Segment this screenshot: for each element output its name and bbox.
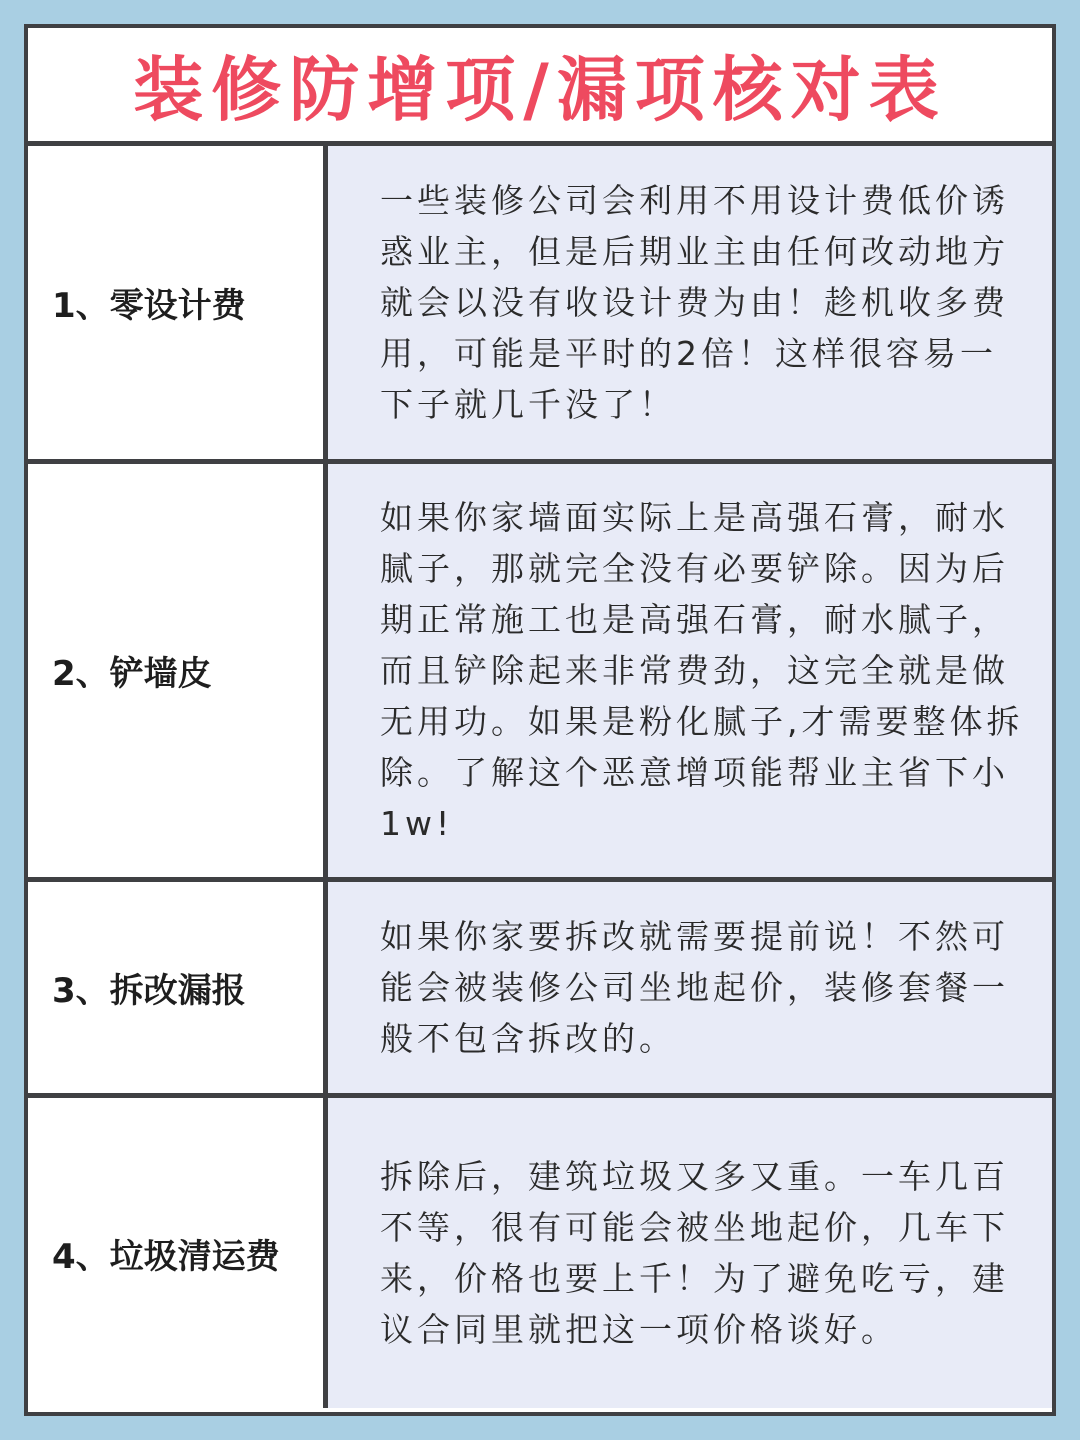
- row-description: 如果你家要拆改就需要提前说！不然可能会被装修公司坐地起价，装修套餐一般不包含拆改的。: [380, 917, 1009, 1058]
- row-content-cell: [328, 882, 1052, 1093]
- row-description: 如果你家墙面实际上是高强石膏，耐水腻子，那就完全没有必要铲除。因为后期正常施工也是高强石膏，耐水腻子，而且铲除起来非常费劲，这完全就是做无用功。如果是粉化腻子,才需要整体拆除。了解这个恶意增项能帮业主省下小1w!: [380, 498, 1024, 843]
- table-row: [28, 146, 1052, 464]
- row-label-cell: [28, 1098, 328, 1408]
- checklist-table: [24, 24, 1056, 1416]
- table-row: [28, 464, 1052, 882]
- row-content-cell: [328, 1098, 1052, 1408]
- row-description: 一些装修公司会利用不用设计费低价诱惑业主，但是后期业主由任何改动地方就会以没有收设计费为由！趁机收多费用，可能是平时的2倍！这样很容易一下子就几千没了！: [380, 181, 1009, 424]
- page-title: 装修防增项/漏项核对表: [133, 49, 947, 131]
- table-row: [28, 882, 1052, 1098]
- row-label: 4、垃圾清运费: [52, 1236, 280, 1277]
- row-content-cell: [328, 146, 1052, 459]
- row-label-cell: [28, 882, 328, 1093]
- row-label-cell: [28, 464, 328, 877]
- title-bar: [28, 28, 1052, 146]
- row-content-cell: [328, 464, 1052, 877]
- row-label: 1、零设计费: [52, 286, 246, 326]
- row-label-cell: [28, 146, 328, 459]
- row-label: 3、拆改漏报: [52, 971, 246, 1011]
- table-row: [28, 1098, 1052, 1408]
- row-description: 拆除后，建筑垃圾又多又重。一车几百不等，很有可能会被坐地起价，几车下来，价格也要上千！为了避免吃亏，建议合同里就把这一项价格谈好。: [380, 1157, 1009, 1349]
- row-label: 2、铲墙皮: [52, 654, 212, 694]
